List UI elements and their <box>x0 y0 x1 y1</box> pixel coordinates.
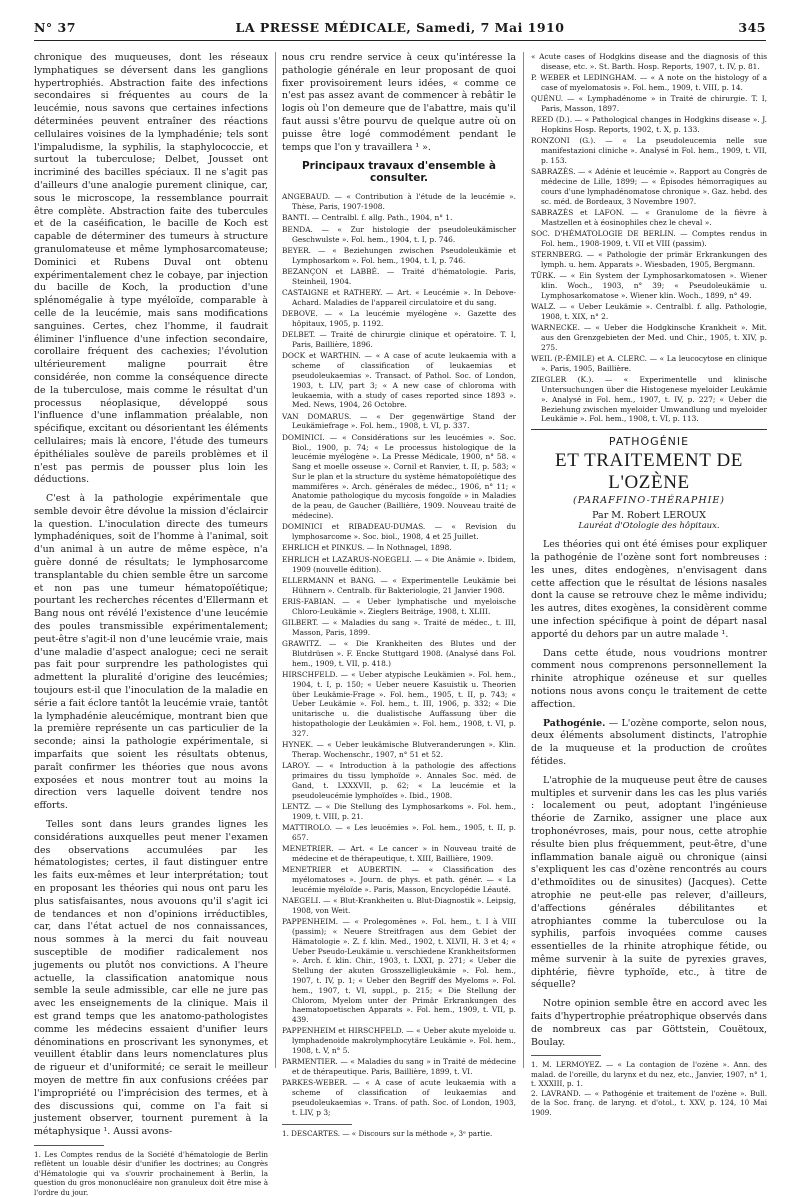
paragraph: Les théories qui ont été émises pour expliquer la pathogénie de l'ozène sont fort nombreuses : les unes, dites endogènes, n'envisagent dans cette affection que le résultat de lésions nasales dont la cause se retrouve chez le même individu; les autres, dites exogènes, la considèrent comme une infection spécifique à point de départ nasal apporté du dehors par un autre malade ¹. <box>531 539 767 640</box>
bibliography-entry: PAPPENHEIM et HIRSCHFELD. — « Ueber akute myeloide u. lymphadenoide makrolymphocytäre Leukämie ». Fol. hem., 1908, t. V, n° 5. <box>282 1026 516 1056</box>
page-number: 345 <box>738 20 766 35</box>
footnote: 1. M. LERMOYEZ. — « La contagion de l'ozène ». Ann. des malad. de l'oreille, du larynx et du nez, etc., Janvier, 1907, n° 1, t. XXXIII, p. 1. <box>531 1060 767 1089</box>
paragraph: Dans cette étude, nous voudrions montrer comment nous comprenons personnellement la rhinite atrophique ozéneuse et sur quelles notions nous avons conçu le traitement de cette affection. <box>531 647 767 710</box>
bibliography-entry: ZIEGLER (K.). — « Experimentelle und klinische Untersuchungen über die Histogenese myeloider Leukämie ». Analysé in Fol. hem., 1907, t. IV, p. 227; « Ueber die Beziehung zwischen myeloider Umwandlung und myeloider Leukämie ». Fol. hem., 1908, t. VI, p. 113. <box>531 375 767 424</box>
bibliography-entry: PARKES-WEBER. — « A case of acute leukaemia with a scheme of classification of leukaemias and pseudoleukaemias ». Trans. of path. Soc. of London, 1903, t. LIV, p 3; <box>282 1078 516 1117</box>
page-header <box>34 18 766 41</box>
footnote: 1. DESCARTES. — « Discours sur la méthode », 3ᵉ partie. <box>282 1128 493 1138</box>
column-3 <box>531 52 767 1117</box>
footnote: 1. Les Comptes rendus de la Société d'hématologie de Berlin reflètent un louable désir d'unifier les doctrines; au Congrès d'Hématologie qui va s'ouvrir prochainement à Berlin, la question du gros mononucléaire non granuleux doit être mise à l'ordre du jour. <box>34 1149 268 1197</box>
bibliography-entry: ELLERMANN et BANG. — « Experimentelle Leukämie bei Hühnern ». Centralb. für Bakteriologie, 21 Janvier 1908. <box>282 575 516 595</box>
paragraph: nous cru rendre service à ceux qu'intéresse la pathologie générale en leur proposant de quoi fixer provisoirement leurs idées, « comme ce n'est pas assez avant de commencer à rebâtir le logis où l'on demeure que de l'abattre, mais qu'il faut aussi s'être pourvu de quelque autre où on puisse être logé commodément pendant le temps que l'on y travaillera ¹ ». <box>282 52 516 153</box>
bibliography-entry: SOC. D'HÉMATOLOGIE DE BERLIN. — Comptes rendus in Fol. hem., 1908-1909, t. VII et VIII (passim). <box>531 229 767 248</box>
bibliography-entry: ANGEBAUD. — « Contribution à l'étude de la leucémie ». Thèse, Paris, 1907-1908. <box>282 192 516 212</box>
bibliography-entry: DEBOVE. — « La leucémie myélogène ». Gazette des hôpitaux, 1905, p. 1192. <box>282 309 516 328</box>
bibliography-entry: WALZ. — « Ueber Leukämie ». Centralbl. f. allg. Pathologie, 1908, t. XIX, n° 2. <box>531 302 767 321</box>
column-2 <box>282 52 516 1138</box>
bibliography-entry: MATTIROLO. — « Les leucémies ». Fol. hem., 1905, t. II, p. 657. <box>282 822 516 842</box>
column-rule <box>275 52 276 1068</box>
column-1 <box>34 52 268 1197</box>
paragraph: L'atrophie de la muqueuse peut être de causes multiples et survenir dans les cas les plus variés : localement ou peut, adoptant l'ingénieuse théorie de Zarniko, assigner une place aux trophonévroses, mais, pour nous, cette atrophie résulte bien plus fréquemment, peut-être, d'une inflammation banale aiguë ou chronique (ainsi s'expliquent les cas d'ozène rencontrés au cours d'ethmoïdites ou de sinusites) (Jacques). Cette atrophie ne peut-elle pas relever, d'ailleurs, d'affections générales débilitantes et atrophiantes comme la tuberculose ou la syphilis, parfois invoquées comme causes essentielles de la rhinite atrophique fétide, ou même survenir à la suite de pyrexies graves, diphtérie, fièvre typhoïde, etc., à titre de séquelle? <box>531 774 767 991</box>
bibliography-list <box>282 192 516 1117</box>
bibliography-entry: SABRAZÈS. — « Adénie et leucémie ». Rapport au Congrès de médecine de Lille, 1899; — « Épisodes hémorragiques au cours d'une lymphadénomatose chronique ». Gaz. hebd. des sc. méd. de Bordeaux, 3 Novembre 1907. <box>531 167 767 206</box>
bibliography-entry: MENETRIER. — Art. « Le cancer » in Nouveau traité de médecine et de thérapeutique, t. XIII, Baillière, 1909. <box>282 844 516 863</box>
bibliography-list-continued <box>531 52 767 424</box>
article-title: ET TRAITEMENT DE L'OZÈNE <box>555 450 743 494</box>
paragraph: — L'ozène comporte, selon nous, deux éléments absolument distincts, l'atrophie de la muqueuse et la production de croûtes fétides. <box>531 717 767 767</box>
bibliography-entry: TÜRK. — « Ein System der Lymphosarkomatosen ». Wiener klin. Woch., 1903, n° 39; « Pseudoleukämie u. Lymphosarkomatose ». Wiener klin. Woch., 1899, n° 49. <box>531 271 767 300</box>
footnote-rule <box>34 1145 104 1146</box>
section-divider <box>531 429 767 430</box>
bibliography-entry: WARNECKE. — « Ueber die Hodgkinsche Krankheit ». Mit. aus den Grenzgebieten der Med. und Chir., 1905, t. XIV, p. 275. <box>531 323 767 352</box>
issue-number: N° 37 <box>34 20 76 35</box>
article-section: PATHOGÉNIE <box>608 435 690 449</box>
bibliography-entry: QUÉNU. — « Lymphadénome » in Traité de chirurgie. T. I, Paris, Masson, 1897. <box>531 94 767 113</box>
bibliography-entry: HIRSCHFELD. — « Ueber atypische Leukämien ». Fol. hem., 1904, t. I, p. 150; « Ueber neuere Kasuistik u. Theorien über Leukämie-Frage ». Fol. hem., 1905, t. II, p. 743; « Ueber Leukämie ». Fol. hem., t. III, 1906, p. 332; « Die unitarische u. die dualistische Auffassung über die histopathologie der Leukämien ». Fol. hem., 1908, t. VI, p. 327. <box>282 670 516 738</box>
bibliography-entry: GILBERT. — « Maladies du sang ». Traité de médec., t. III, Masson, Paris, 1899. <box>282 618 516 637</box>
bibliography-entry: BEZANÇON et LABBÉ. — Traité d'hématologie. Paris, Steinheil, 1904. <box>282 266 516 286</box>
column-rule <box>523 52 524 1068</box>
bibliography-entry: WEIL (P.-ÉMILE) et A. CLERC. — « La leucocytose en clinique ». Paris, 1905, Baillière. <box>531 354 767 373</box>
bibliography-entry: HYNEK. — « Ueber leukämische Blutveranderungen ». Klin. Therap. Wochenschr., 1907, n° 51 et 52. <box>282 740 516 759</box>
article-author: Par M. Robert LEROUX <box>592 510 706 522</box>
footnote-rule <box>531 1055 601 1056</box>
bibliography-entry: BANTI. — Centralbl. f. allg. Path., 1904, n° 1. <box>282 213 453 223</box>
paragraph: Notre opinion semble être en accord avec les faits d'hypertrophie préatrophique observés dans de nombreux cas par Göttstein, Couëtoux, Boulay. <box>531 998 767 1048</box>
bibliography-entry: LAROY. — « Introduction à la pathologie des affections primaires du tissu lymphoïde ». Annales Soc. méd. de Gand, t. LXXXVII, p. 62; « La leucémie et la pseudoleucémie lymphoïdes ». Ibid., 1908. <box>282 761 516 800</box>
bibliography-entry: DOMINICI et RIBADEAU-DUMAS. — « Revision du lymphosarcome ». Soc. biol., 1908, 4 et 25 Juillet. <box>282 522 516 542</box>
bibliography-entry: EHRLICH et PINKUS. — In Nothnagel, 1898. <box>282 543 452 553</box>
footnote: 2. LAVRAND. — « Pathogénie et traitement de l'ozène ». Bull. de la Soc. franç. de laryng. et d'otol., t. XXV, p. 124, 10 Mai 1909. <box>531 1088 767 1117</box>
bibliography-entry: NAEGELI. — « Blut-Krankheiten u. Blut-Diagnostik ». Leipsig, 1908, von Weit. <box>282 896 516 915</box>
bibliography-entry: EHRLICH et LAZARUS-NOEGELI. — « Die Anämie ». Ibidem, 1909 (nouvelle édition). <box>282 554 516 574</box>
footnotes <box>531 1060 767 1116</box>
bibliography-heading: Principaux travaux d'ensemble à consulter. <box>301 160 496 185</box>
article-subtitle: (PARAFFINO-THÉRAPHIE) <box>573 495 725 507</box>
subsection-lead: Pathogénie. <box>543 717 606 729</box>
bibliography-entry: SABRAZÈS et LAFON. — « Granulome de la fièvre à Mastzellen et à éosinophiles chez le cheval ». <box>531 207 767 227</box>
bibliography-entry: BENDA. — « Zur histologie der pseudoleukämischer Geschwulste ». Fol. hem., 1904, t. I, p. 746. <box>282 224 516 244</box>
bibliography-entry: REED (D.). — « Pathological changes in Hodgkins disease ». J. Hopkins Hosp. Reports, 1902, t. X, p. 133. <box>531 115 767 135</box>
bibliography-entry: ERIS-FABIAN. — « Ueber lymphatische und myeloische Chloro-Leukämie ». Zieglers Beiträge, 1908, t. XLIII. <box>282 596 516 616</box>
bibliography-entry: GRAWITZ. — « Die Krankheiten des Blutes und der Blutdrüsen ». F. Encke Stuttgard 1908. (Analysé dans Fol. hem., 1909, t. VII, p. 418.) <box>282 639 516 668</box>
bibliography-entry: PARMENTIER. — « Maladies du sang » in Traité de médecine et de thérapeutique. Paris, Baillière, 1899, t. VI. <box>282 1057 516 1077</box>
bibliography-entry: RONZONI (G.). — « La pseudoleucemia nelle sue manifestazioni cliniche ». Analysé in Fol. hem., 1909, t. VII, p. 153. <box>531 136 767 165</box>
bibliography-entry: VAN DOMARUS. — « Der gegenwärtige Stand der Leukämiefrage ». Fol. hem., 1908, t. VI, p. 337. <box>282 411 516 431</box>
journal-title: LA PRESSE MÉDICALE, Samedi, 7 Mai 1910 <box>235 20 565 35</box>
bibliography-entry: DOCK et WARTHIN. — « A case of acute leukaemia with a scheme of classification of leukaemias et pseudoleukaemias ». Transact. of Pathol. Soc. of London, 1903, t. LIV, part 3; « A new case of chloroma with leukaemia, with a study of cases reported since 1893 ». Med. News, 1904, 26 Octobre. <box>282 351 516 410</box>
bibliography-entry: BEYER. — « Beziehungen zwischen Pseudoleukämie et Lymphosarkom ». Fol. hem., 1904, t. I, p. 746. <box>282 245 516 265</box>
author-affiliation: Lauréat d'Otologie des hôpitaux. <box>578 521 720 532</box>
bibliography-entry: MENETRIER et AUBERTIN. — « Classification des myélomatoses ». Journ. de phys. et path. génér. — « La leucémie myéloïde ». Paris, Masson, Encyclopédie Léauté. <box>282 865 516 894</box>
paragraph: C'est à la pathologie expérimentale que semble devoir être dévolue la mission d'éclaircir la question. L'inoculation directe des tumeurs lymphadéniques, soit de l'homme à l'animal, soit d'un animal à un autre de même espèce, n'a guère donné de résultats; le lymphosarcome transplantable du chien semble être un sarcome et non pas une tumeur hématopoïétique; pourtant les recherches récentes d'Ellermann et Bang nous ont révélé l'existence d'une leucémie des poules transmissible expérimentalement; peut-être s'agit-il non d'une leucémie vraie, mais d'une maladie d'aspect analogue; ceci ne serait pas fait pour surprendre les pathologistes qui admettent la pluralité d'origine des leucémies; toujours est-il que l'inoculation de la maladie en série a fait éclore tantôt la leucémie vraie, tantôt la lymphadénie aleucémique, montrant bien que la première représente un cas particulier de la seconde; ainsi la pathologie expérimentale, si imparfaits que soient les résultats obtenus, paraît confirmer les théories que nous avons exposées et nous montrer tout au moins la direction vers laquelle doivent tendre nos efforts. <box>34 493 268 812</box>
bibliography-entry: P. WEBER et LEDINGHAM. — « A note on the histology of a case of myelomatosis ». Fol. hem., 1909, t. VIII, p. 14. <box>531 73 767 92</box>
bibliography-entry: STERNBERG. — « Pathologie der primär Erkrankungen des lymph. u. hem. Apparats ». Wiesbaden, 1905, Bergmann. <box>531 250 767 269</box>
bibliography-entry: « Acute cases of Hodgkins disease and the diagnosis of this disease, etc. ». St. Barth. Hosp. Reports, 1907, t. IV, p. 81. <box>531 52 767 71</box>
paragraph: chronique des muqueuses, dont les réseaux lymphatiques se déversent dans les ganglions hypertrophiés. Abstraction faite des infections secondaires si fréquentes au cours de la leucémie, nous savons que certaines infections déterminées peuvent entraîner des réactions cellulaires voisines de la lymphadénie; tels sont l'impaludisme, la syphilis, la staphylococcie, et surtout la tuberculose; Delbet, Jousset ont incriminé des bacilles spéciaux. Il ne s'agit pas d'ailleurs d'une analogie purement clinique, car, sous le microscope, la ressemblance pourrait être complète. Abstraction faite des tubercules et de la caséification, le bacille de Koch est capable de déterminer des tumeurs à structure granulomateuse et même lymphosarcomateuse; Dominici et Rubens Duval ont obtenu expérimentalement chez le cobaye, par injection du bacille de Koch, la production d'une splénomégalie à type myéloïde, comparable à celle de la leucémie, mais sans modifications sanguines. Certes, chez l'homme, il faudrait éliminer l'influence d'une infection secondaire, corollaire fréquent des cachexies; l'évolution ultérieurement maligne pourrait être considérée, non comme la conséquence directe de la tuberculose, mais comme le résultat d'un processus néoplasique, développé sous l'influence d'une inflammation préalable, non spécifique, excitant ou désorientant les éléments cellulaires; mais là encore, l'étude des tumeurs épithéliales soulève de pareils problèmes et il n'est pas permis de pousser plus loin les déductions. <box>34 52 268 486</box>
bibliography-entry: CASTAIGNE et RATHERY. — Art. « Leucémie ». In Debove-Achard. Maladies de l'appareil circulatoire et du sang. <box>282 288 516 307</box>
paragraph: Telles sont dans leurs grandes lignes les considérations auxquelles peut mener l'examen des observations accumulées par les hématologistes; certes, il faut distinguer entre les faits eux-mêmes et leur interprétation; tout en proposant les théories qui nous ont paru les plus satisfaisantes, nous avouons qu'il s'agit ici de tendances et non d'opinions irréductibles, car, dans l'état actuel de nos connaissances, nous sommes à la merci du fait nouveau susceptible de modifier radicalement nos jugements ou plutôt nos convictions. A l'heure actuelle, la classification anatomique nous semble la seule admissible, car elle ne jure pas avec les enseignements de la clinique. Mais il est grand temps que les anatomo-pathologistes comme les médecins essaient d'unifier leurs dénominations en proscrivant les synonymes, et veuillent établir dans leurs nomenclatures plus de rigueur et d'uniformité; ce serait le meilleur moyen de mettre fin aux confusions créées par l'impropriété ou l'imprécision des termes, et à des discussions qui, comme on l'a fait si justement observer, tournent purement à la métaphysique ¹. Aussi avons- <box>34 819 268 1138</box>
footnote-rule <box>282 1124 352 1125</box>
bibliography-entry: DOMINICI. — « Considérations sur les leucémies ». Soc. Biol., 1900, p. 74; « Le processus histologique de la leucémie myélogène ». La Presse Médicale, 1900, n° 58. « Sang et moelle osseuse ». Cornil et Ranvier, t. II, p. 583; « Sur le plan et la structure du système hématopoïétique des mammifères ». Arch. générales de médec., 1906, n° 11; « Anatomie pathologique du mycosis fongoïde » in Maladies de la peau, de Gaucher (Baillière, 1909. Nouveau traité de médecine). <box>282 432 516 521</box>
bibliography-entry: LENTZ. — « Die Stellung des Lymphosarkoms ». Fol. hem., 1909, t. VIII, p. 21. <box>282 801 516 821</box>
bibliography-entry: PAPPENHEIM. — « Prolegomènes ». Fol. hem., t. I à VIII (passim); « Neuere Streitfragen aus dem Gebiet der Hämatologie ». Z. f. klin. Med., 1902, t. XLVII, H. 3 et 4; « Ueber Pseudo-Leukämie u. verschiedene Krankheitsformen ». Arch. f. klin. Chir., 1903, t. LXXI, p. 271; « Ueber die Stellung der akuten Grosszelligleukämie ». Fol. hem., 1907, t. IV, p. 1; « Ueber den Begriff des Myeloms ». Fol. hem., 1907, t. VI, suppl., p. 215; « Die Stellung der Chlorom, Myelom unter der Primär Erkrankungen des haematopoetischen Apparats ». Fol. hem., 1909, t. VII, p. 439. <box>282 917 516 1025</box>
bibliography-entry: DELBET. — Traité de chirurgie clinique et opératoire. T. I, Paris, Baillière, 1896. <box>282 330 516 350</box>
